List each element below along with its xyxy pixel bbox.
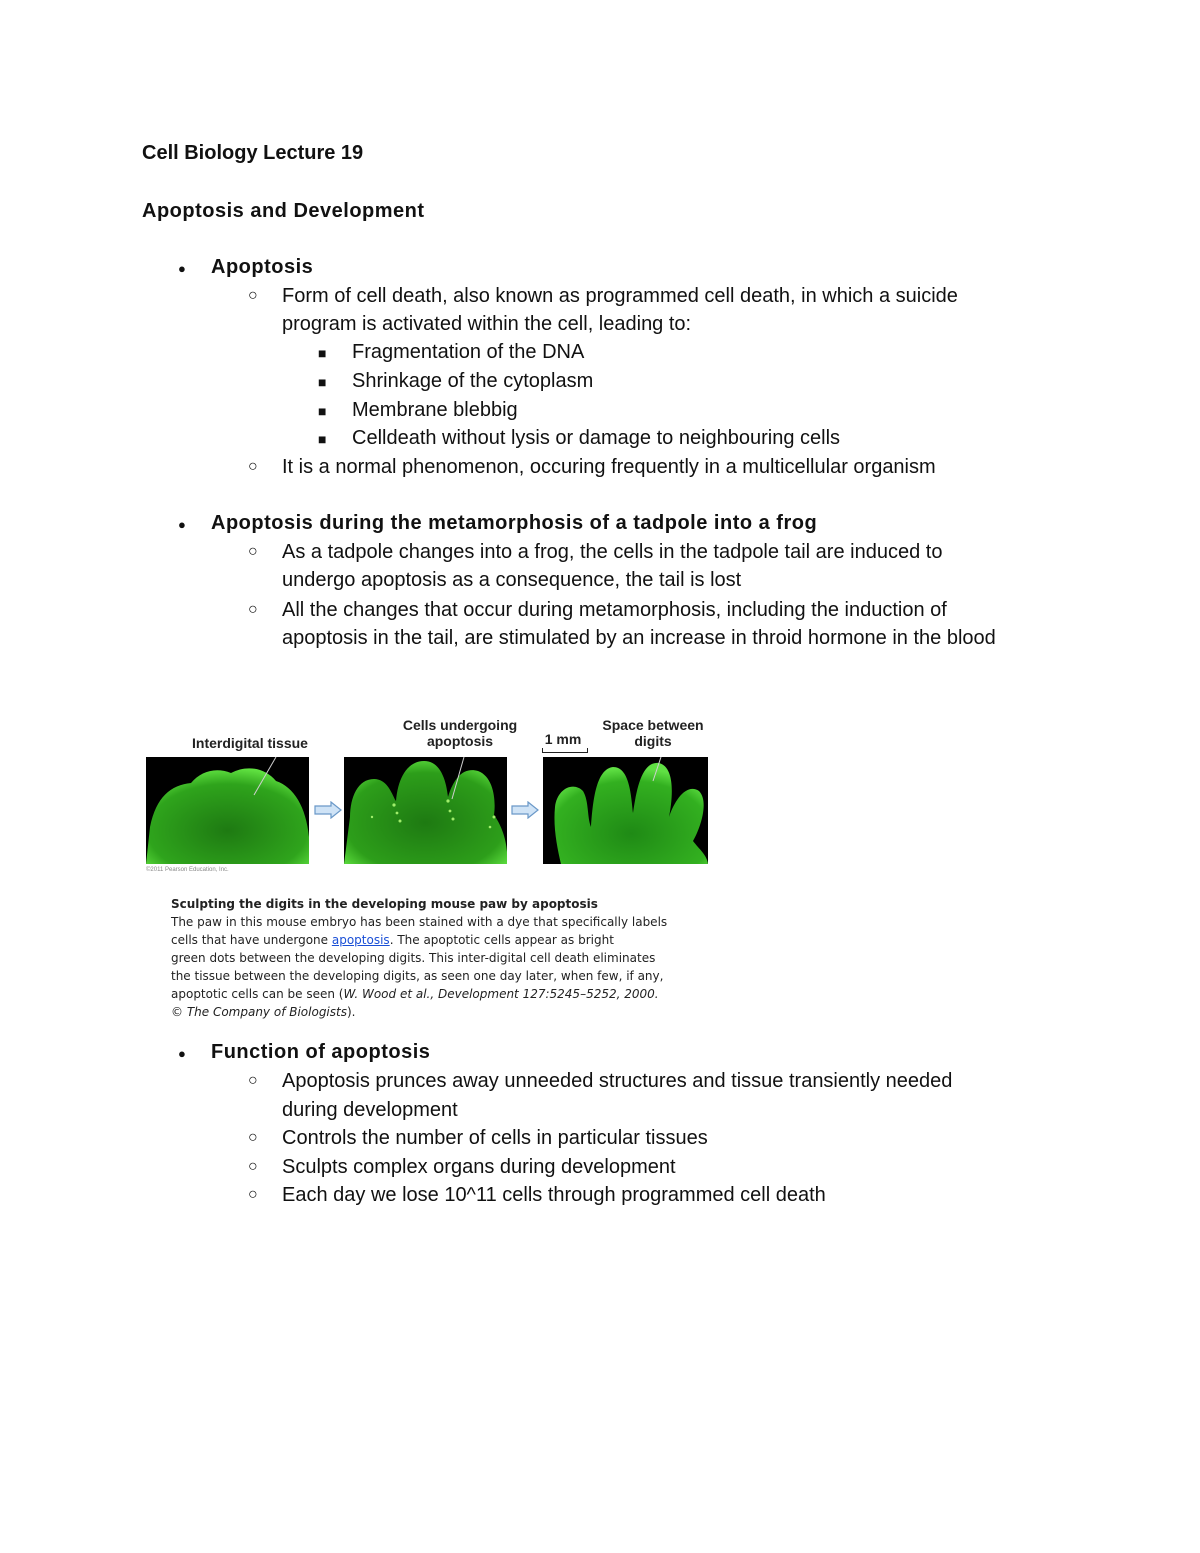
label-line: digits — [634, 733, 672, 749]
paw-early-drawing — [146, 757, 309, 864]
caption-title: Sculpting the digits in the developing mouse paw by apoptosis — [171, 897, 598, 911]
metamorphosis-point2-line2: apoptosis in the tail, are stimulated by an increase in throid hormone in the blood — [282, 627, 996, 649]
function-point1-line2: during development — [282, 1099, 458, 1121]
function-point4: Each day we lose 10^11 cells through programmed cell death — [282, 1184, 826, 1206]
caption-copyright: © The Company of Biologists — [171, 1005, 347, 1019]
bullet-hollow: ○ — [248, 543, 258, 560]
metamorphosis-point1-line2: undergo apoptosis as a consequence, the tail is lost — [282, 569, 742, 591]
bullet-hollow: ○ — [248, 1158, 258, 1175]
paw-image-early — [146, 757, 309, 864]
bullet-hollow: ○ — [248, 1186, 258, 1203]
bullet-filled: ● — [178, 1046, 186, 1061]
bullet-hollow: ○ — [248, 287, 258, 304]
paw-digits-drawing — [543, 757, 708, 864]
bullet-hollow: ○ — [248, 601, 258, 618]
bullet-hollow: ○ — [248, 1072, 258, 1089]
caption-text: cells that have undergone — [171, 933, 332, 947]
apoptosis-heading: Apoptosis — [211, 256, 314, 278]
label-space-between-digits — [594, 717, 712, 749]
metamorphosis-point1-line1: As a tadpole changes into a frog, the cells in the tadpole tail are induced to — [282, 541, 943, 563]
function-heading: Function of apoptosis — [211, 1041, 431, 1063]
caption-text: . The apoptotic cells appear as bright — [389, 933, 614, 947]
caption-line6 — [171, 1003, 355, 1021]
caption-text: ). — [346, 1005, 356, 1019]
caption-line5 — [171, 985, 659, 1003]
label-line: Cells undergoing — [402, 717, 518, 733]
bullet-square: ■ — [318, 374, 327, 390]
document-title: Cell Biology Lecture 19 — [142, 142, 364, 164]
function-point1-line1: Apoptosis prunces away unneeded structures and tissue transiently needed — [282, 1070, 953, 1092]
function-point3: Sculpts complex organs during development — [282, 1156, 676, 1178]
paw-image-apoptosis — [344, 757, 507, 864]
function-point2: Controls the number of cells in particular tissues — [282, 1127, 708, 1149]
caption-line1: The paw in this mouse embryo has been stained with a dye that specifically labels — [171, 915, 668, 929]
apoptosis-definition-line1: Form of cell death, also known as programmed cell death, in which a suicide — [282, 285, 958, 307]
caption-line3: green dots between the developing digits. This inter-digital cell death eliminates — [171, 951, 656, 965]
mouse-paw-figure — [142, 678, 734, 1040]
arrow-right-icon — [511, 801, 539, 819]
apoptosis-definition-line2: program is activated within the cell, leading to: — [282, 313, 692, 335]
label-line: Space between — [602, 717, 704, 733]
bullet-hollow: ○ — [248, 458, 258, 475]
paw-apoptosis-drawing — [344, 757, 507, 864]
apoptosis-item: Shrinkage of the cytoplasm — [352, 370, 594, 392]
scale-bar — [542, 748, 588, 753]
apoptosis-item: Celldeath without lysis or damage to neighbouring cells — [352, 427, 841, 449]
paw-image-digits — [543, 757, 708, 864]
bullet-hollow: ○ — [248, 1129, 258, 1146]
bullet-filled: ● — [178, 517, 186, 532]
caption-text: apoptotic cells can be seen ( — [171, 987, 344, 1001]
caption-line2 — [171, 931, 614, 949]
arrow-right-icon — [314, 801, 342, 819]
caption-line4: the tissue between the developing digits, as seen one day later, when few, if any, — [171, 969, 664, 983]
apoptosis-link[interactable]: apoptosis — [331, 933, 390, 947]
image-credit: ©2011 Pearson Education, Inc. — [146, 867, 229, 873]
metamorphosis-heading: Apoptosis during the metamorphosis of a tadpole into a frog — [211, 512, 818, 534]
bullet-square: ■ — [318, 431, 327, 447]
apoptosis-normal: It is a normal phenomenon, occuring frequently in a multicellular organism — [282, 456, 936, 478]
bullet-square: ■ — [318, 345, 327, 361]
label-cells-undergoing-apoptosis — [392, 717, 528, 749]
bullet-filled: ● — [178, 261, 186, 276]
apoptosis-item: Fragmentation of the DNA — [352, 341, 585, 363]
metamorphosis-point2-line1: All the changes that occur during metamorphosis, including the induction of — [282, 599, 947, 621]
section-heading: Apoptosis and Development — [142, 200, 425, 222]
apoptosis-item: Membrane blebbig — [352, 399, 518, 421]
label-line: apoptosis — [426, 733, 494, 749]
scale-bar-label: 1 mm — [544, 731, 582, 747]
caption-citation: W. Wood et al., Development 127:5245–5252, 2000. — [343, 987, 659, 1001]
label-interdigital-tissue: Interdigital tissue — [192, 735, 308, 751]
bullet-square: ■ — [318, 403, 327, 419]
